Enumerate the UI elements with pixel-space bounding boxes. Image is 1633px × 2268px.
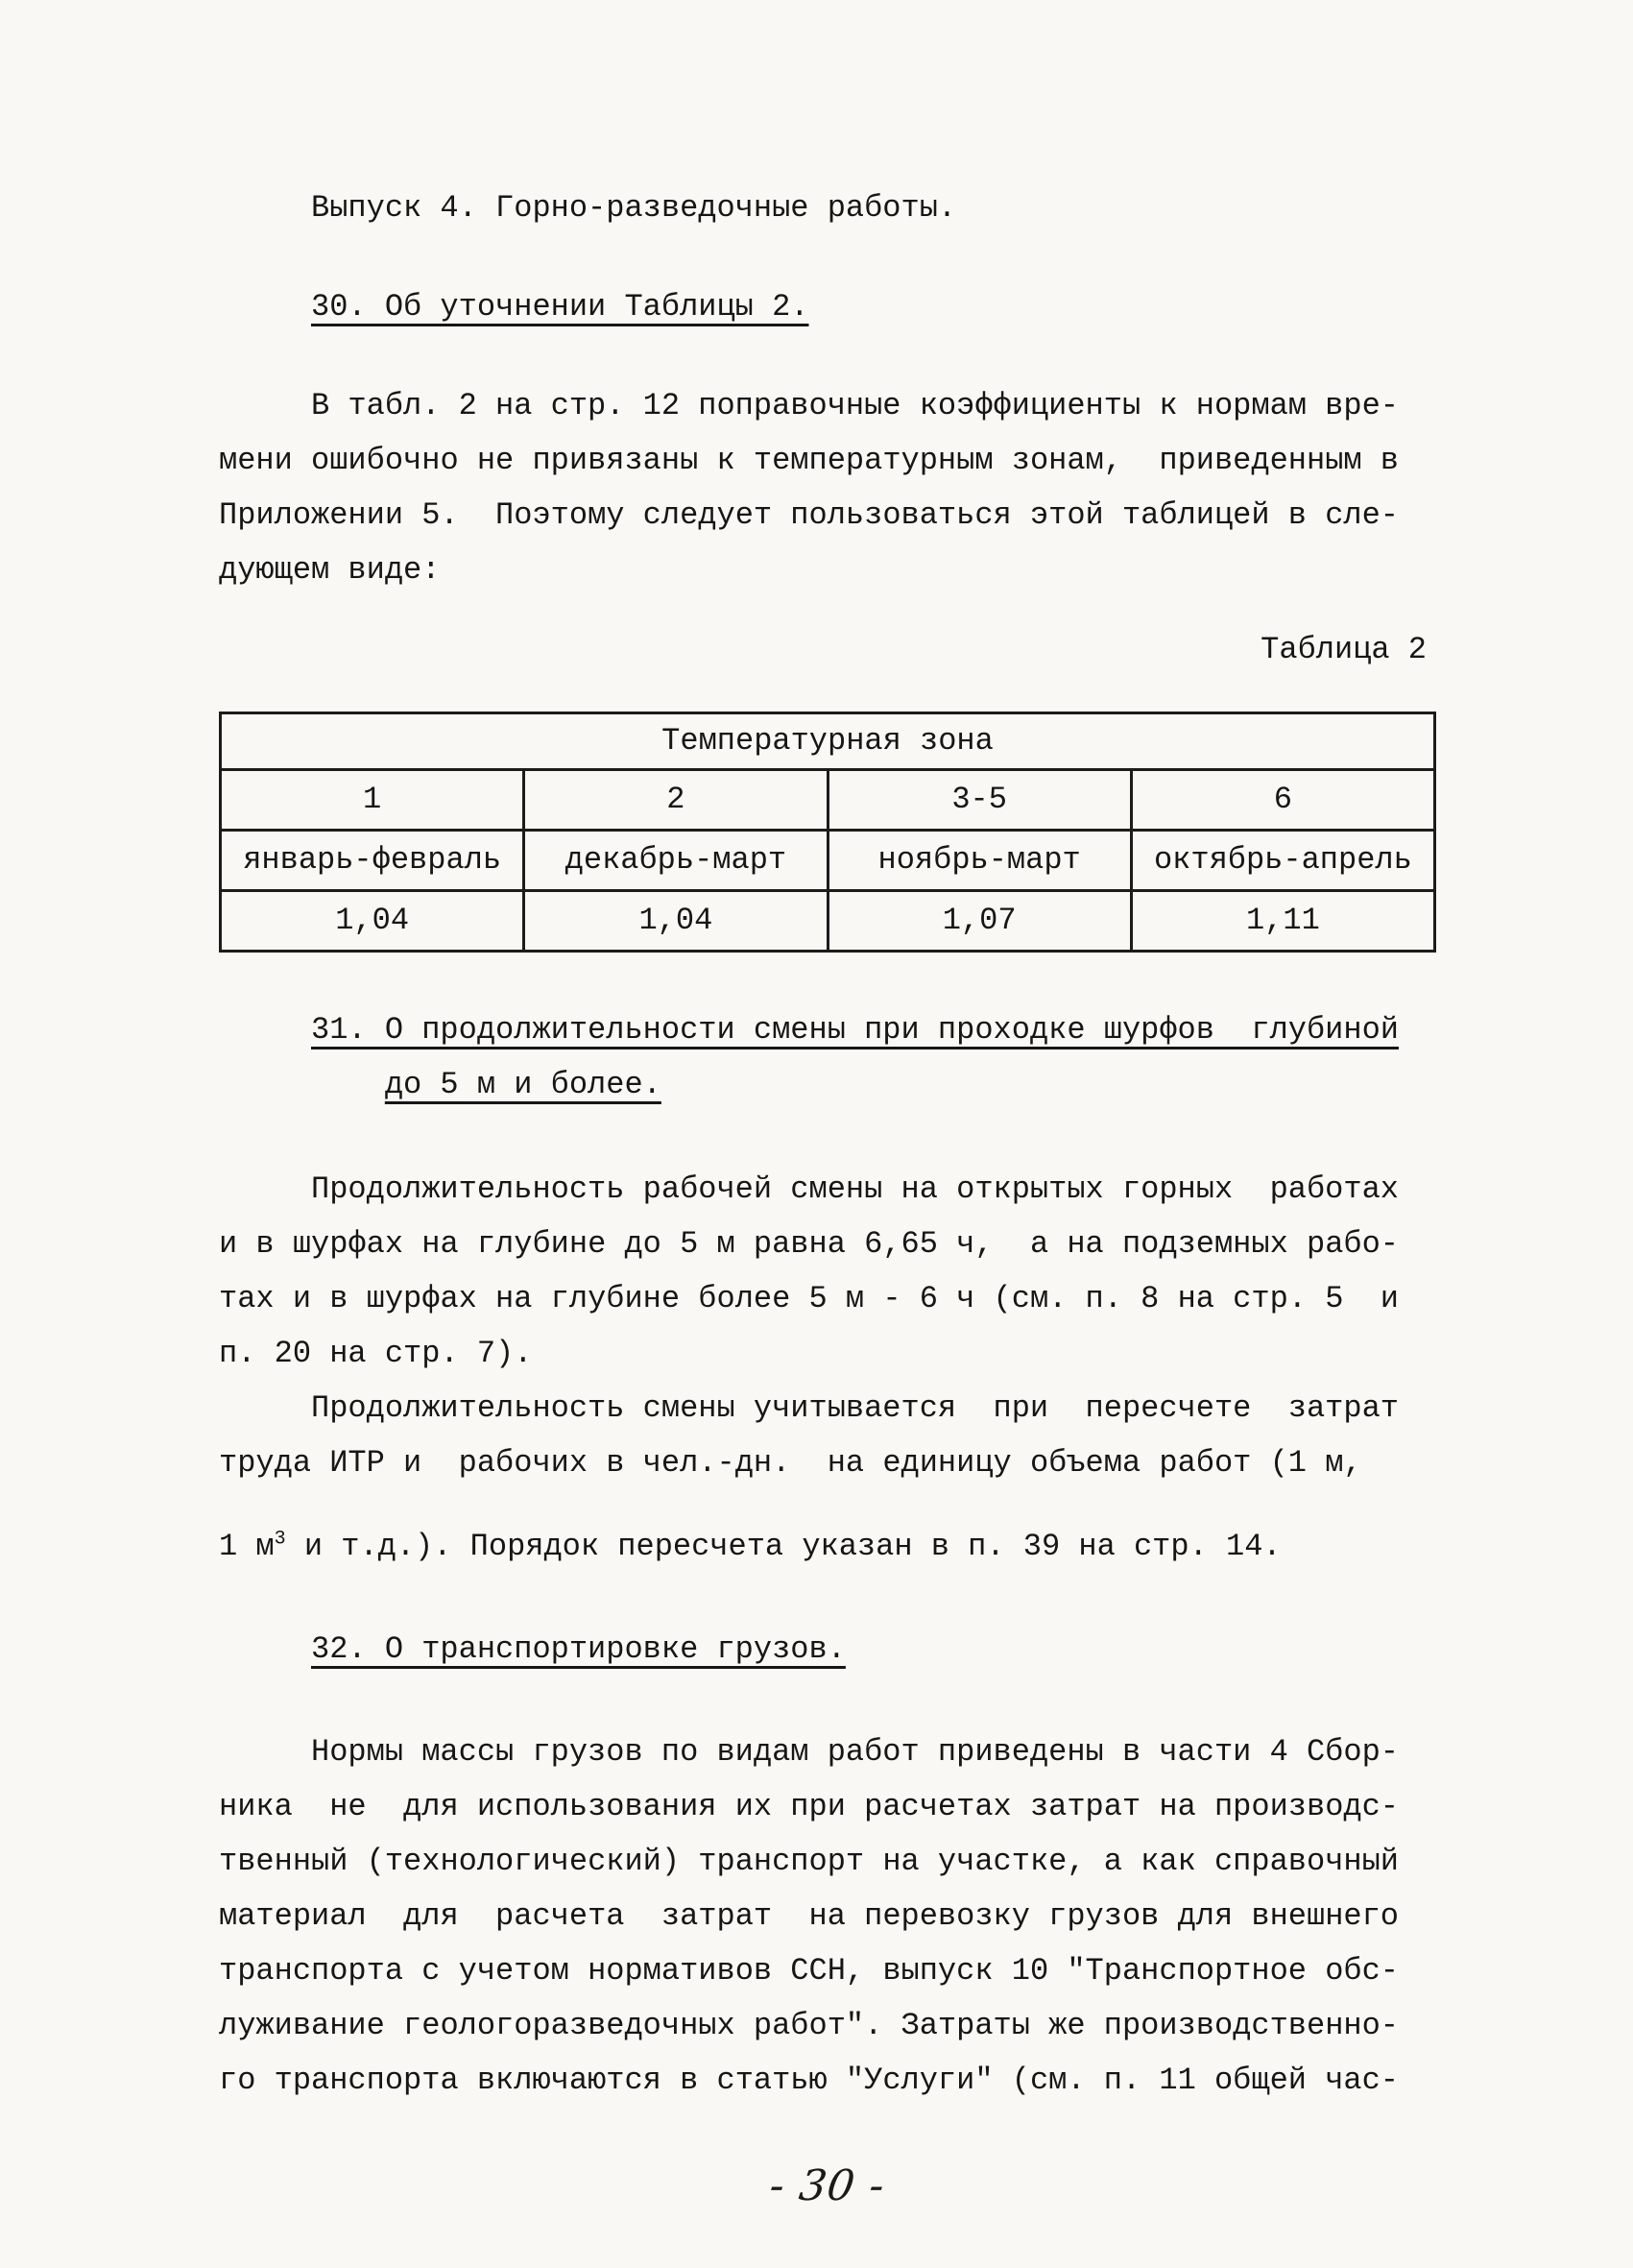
zone-months-cell: декабрь-март <box>524 831 828 891</box>
temperature-zones-table <box>219 712 1436 953</box>
text-line: твенный (технологический) транспорт на участке, а как справочный <box>219 1844 1399 1879</box>
text-line: тах и в шурфах на глубине более 5 м - 6 ч (см. п. 8 на стр. 5 и <box>219 1281 1399 1316</box>
section-32-heading-text: 32. О транспортировке грузов. <box>311 1631 846 1667</box>
zone-months-cell: октябрь-апрель <box>1131 831 1434 891</box>
zone-numbers-row <box>221 770 1435 831</box>
coefficient-cell: 1,04 <box>221 891 524 952</box>
page-number <box>219 2161 1436 2210</box>
text-line: Продолжительность рабочей смены на открытых горных работах <box>311 1171 1399 1207</box>
zone-months-cell: ноябрь-март <box>828 831 1131 891</box>
zone-number-cell: 1 <box>221 770 524 831</box>
section-31-paragraph-1 <box>219 1162 1436 1381</box>
section-31-heading-line: до 5 м и более. <box>384 1067 661 1102</box>
text-line: и в шурфах на глубине до 5 м равна 6,65 ч, а на подземных рабо- <box>219 1226 1399 1262</box>
text-segment: и т.д.). Порядок пересчета указан в п. 39 на стр. 14. <box>285 1529 1282 1564</box>
zone-months-cell: январь-февраль <box>221 831 524 891</box>
zone-months-row <box>221 831 1435 891</box>
coefficient-cell: 1,04 <box>524 891 828 952</box>
text-line: луживание геологоразведочных работ". Затраты же производственно- <box>219 2008 1399 2043</box>
table-title-row <box>221 713 1435 770</box>
text-line: Продолжительность смены учитывается при пересчете затрат <box>311 1390 1399 1426</box>
page-number-text: - 30 - <box>766 2161 889 2210</box>
text-line: п. 20 на стр. 7). <box>219 1336 533 1371</box>
text-line: Приложении 5. Поэтому следует пользоваться этой таблицей в сле- <box>219 497 1399 533</box>
text-line: транспорта с учетом нормативов ССН, выпуск 10 "Транспортное обс- <box>219 1953 1399 1989</box>
text-line: В табл. 2 на стр. 12 поправочные коэффициенты к нормам вре- <box>311 388 1399 423</box>
coefficient-cell: 1,07 <box>828 891 1131 952</box>
section-32-paragraph <box>219 1725 1436 2108</box>
text-line: Нормы массы грузов по видам работ приведены в части 4 Сбор- <box>311 1734 1399 1770</box>
section-32-heading <box>311 1622 1436 1677</box>
table-title-cell: Температурная зона <box>221 713 1435 770</box>
text-line-with-superscript <box>219 1519 1436 1574</box>
text-line: го транспорта включаются в статью "Услуги" (см. п. 11 общей час- <box>219 2063 1399 2098</box>
section-31-heading-line: 31. О продолжительности смены при проходке шурфов глубиной <box>311 1012 1399 1048</box>
section-30-heading <box>311 279 1436 334</box>
text-segment: 1 м <box>219 1529 275 1564</box>
document-subtitle: Выпуск 4. Горно-разведочные работы. <box>311 190 957 226</box>
section-31-paragraph-2 <box>219 1381 1436 1490</box>
section-31-heading <box>311 1002 1436 1112</box>
coefficients-row <box>221 891 1435 952</box>
table-caption: Таблица 2 <box>1261 632 1427 667</box>
section-30-heading-text: 30. Об уточнении Таблицы 2. <box>311 289 809 325</box>
text-line: ника не для использования их при расчетах затрат на производс- <box>219 1789 1399 1824</box>
zone-number-cell: 2 <box>524 770 828 831</box>
zone-number-cell: 6 <box>1131 770 1434 831</box>
zone-number-cell: 3-5 <box>828 770 1131 831</box>
coefficient-cell: 1,11 <box>1131 891 1434 952</box>
superscript-exponent: 3 <box>274 1528 286 1551</box>
text-line: труда ИТР и рабочих в чел.-дн. на единицу объема работ (1 м, <box>219 1445 1362 1481</box>
text-line: мени ошибочно не привязаны к температурным зонам, приведенным в <box>219 443 1399 478</box>
text-line: материал для расчета затрат на перевозку грузов для внешнего <box>219 1898 1399 1934</box>
section-30-paragraph <box>219 378 1436 597</box>
text-line: дующем виде: <box>219 552 441 588</box>
